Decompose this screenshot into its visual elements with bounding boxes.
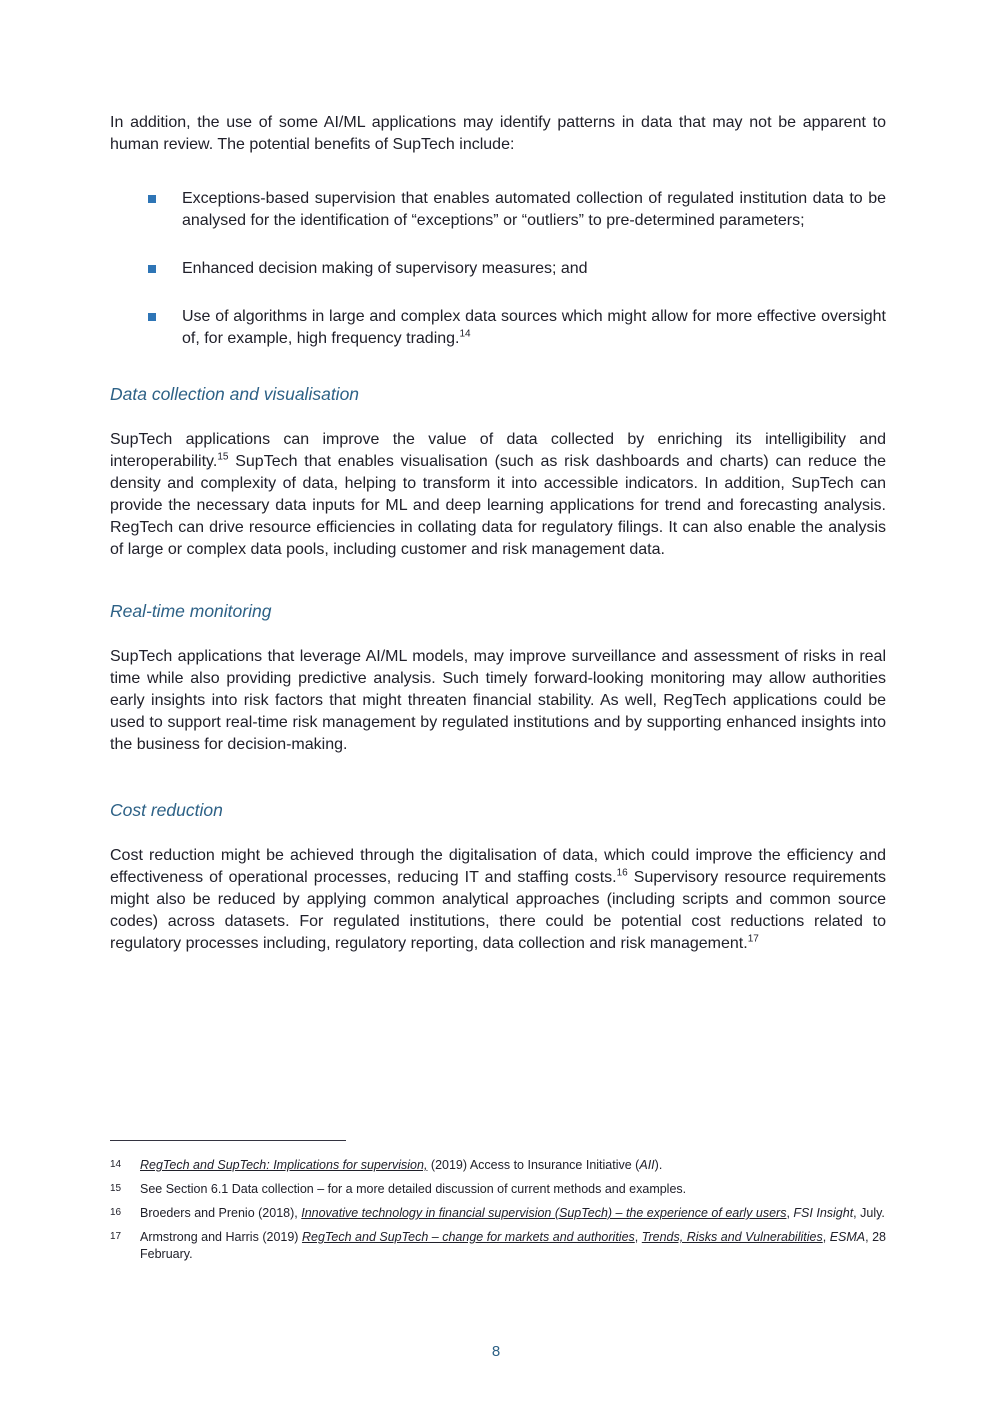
bullet-square-icon	[148, 313, 156, 321]
bullet-text	[182, 306, 886, 350]
footnote-number: 15	[110, 1183, 122, 1194]
paragraph-real-time: SupTech applications that leverage AI/ML models, may improve surveillance and assessment of risks in real time while also providing predictive analysis. Such timely forward-looking monitoring may allow authorities early insights into risk factors that might threaten financial stability. As well, RegTech applications could be used to support real-time risk management by regulated institutions and by supporting enhanced insights into the business for decision-making.	[110, 648, 886, 753]
paragraph-cost-reduction	[110, 845, 886, 955]
bullet-text: Exceptions-based supervision that enables automated collection of regulated institution data to be analysed for the identification of “exceptions” or “outliers” to pre-determined parameters;	[182, 190, 886, 229]
footnote-text-segment: Armstrong and Harris (2019)	[140, 1230, 302, 1244]
footnote-text-segment: , 28 February.	[140, 1230, 887, 1261]
footnote-link[interactable]: RegTech and SupTech: Implications for supervision,	[140, 1158, 428, 1172]
footnote-text	[140, 1157, 886, 1174]
bullet-text: Enhanced decision making of supervisory measures; and	[182, 260, 588, 277]
footnote-text	[140, 1205, 886, 1222]
footnote-16	[110, 1205, 886, 1222]
paragraph-text: Cost reduction might be achieved through the digitalisation of data, which could improve the efficiency and effectiveness of operational processes, reducing IT and staffing costs.	[110, 847, 886, 886]
footnote-number: 17	[110, 1231, 122, 1242]
section-heading-cost-reduction: Cost reduction	[110, 800, 223, 820]
bullet-square-icon	[148, 195, 156, 203]
footnote-text-segment: , July.	[853, 1206, 885, 1220]
paragraph-text: Supervisory resource requirements might also be reduced by applying common analytical approaches (including scripts and common source codes) across datasets. For regulated institutions, there could be potential cost reductions related to regulatory processes including, regulatory reporting, data collection and risk management.	[110, 869, 887, 952]
intro-paragraph: In addition, the use of some AI/ML applications may identify patterns in data that may not be apparent to human review. The potential benefits of SupTech include:	[110, 114, 886, 153]
footnote-link[interactable]: Trends, Risks and Vulnerabilities	[641, 1230, 823, 1244]
bullet-item	[110, 306, 886, 350]
paragraph-data-collection	[110, 429, 886, 561]
footnote-text-segment: ,	[634, 1230, 642, 1244]
bullet-item	[110, 188, 886, 232]
footnote-link[interactable]: RegTech and SupTech – change for markets and authorities	[301, 1230, 635, 1244]
footnote-italic-segment: FSI Insight	[793, 1206, 854, 1220]
bullet-item	[110, 258, 886, 280]
footnote-ref-15: 15	[217, 451, 229, 463]
bullet-square-icon	[148, 265, 156, 273]
paragraph-text: SupTech that enables visualisation (such as risk dashboards and charts) can reduce the density and complexity of data, helping to transform it into accessible indicators. In addition, SupTech can provide the necessary data inputs for ML and deep learning applications for trend and forecasting analysis. RegTech can drive resource efficiencies in collating data for regulatory filings. It can also enable the analysis of large or complex data pools, including customer and risk management data.	[110, 453, 886, 558]
footnote-text	[140, 1229, 886, 1263]
footnote-separator	[110, 1140, 346, 1141]
footnote-15	[110, 1181, 886, 1198]
section-heading-data-collection: Data collection and visualisation	[110, 384, 360, 404]
footnote-14	[110, 1157, 886, 1174]
footnote-17	[110, 1229, 886, 1263]
bullet-list	[110, 188, 886, 350]
footnote-text-segment: ,	[786, 1206, 794, 1220]
footnote-ref-17: 17	[747, 933, 759, 945]
section-heading-real-time: Real-time monitoring	[110, 601, 272, 621]
footnote-text-segment: (2019) Access to Insurance Initiative (	[427, 1158, 640, 1172]
footnote-italic-segment: ESMA	[829, 1230, 866, 1244]
bullet-text-body: Use of algorithms in large and complex data sources which might allow for more effective oversight of, for example, high frequency trading.	[182, 308, 886, 347]
footnote-text-segment: Broeders and Prenio (2018),	[140, 1206, 302, 1220]
footnote-ref-14: 14	[459, 328, 471, 340]
footnote-number: 14	[110, 1159, 122, 1170]
page-number: 8	[491, 1343, 501, 1360]
footnote-text-segment: ,	[822, 1230, 830, 1244]
footnote-text: See Section 6.1 Data collection – for a more detailed discussion of current methods and examples.	[140, 1182, 687, 1196]
paragraph-text: SupTech applications can improve the value of data collected by enriching its intelligibility and interoperability.	[110, 431, 886, 470]
footnotes-section	[110, 1140, 886, 1270]
footnote-italic-segment: AII	[639, 1158, 655, 1172]
footnote-number: 16	[110, 1207, 122, 1218]
footnote-link[interactable]: Innovative technology in financial supervision (SupTech) – the experience of early users	[301, 1206, 787, 1220]
footnote-ref-16: 16	[616, 867, 628, 879]
footnote-text-segment: ).	[654, 1158, 663, 1172]
